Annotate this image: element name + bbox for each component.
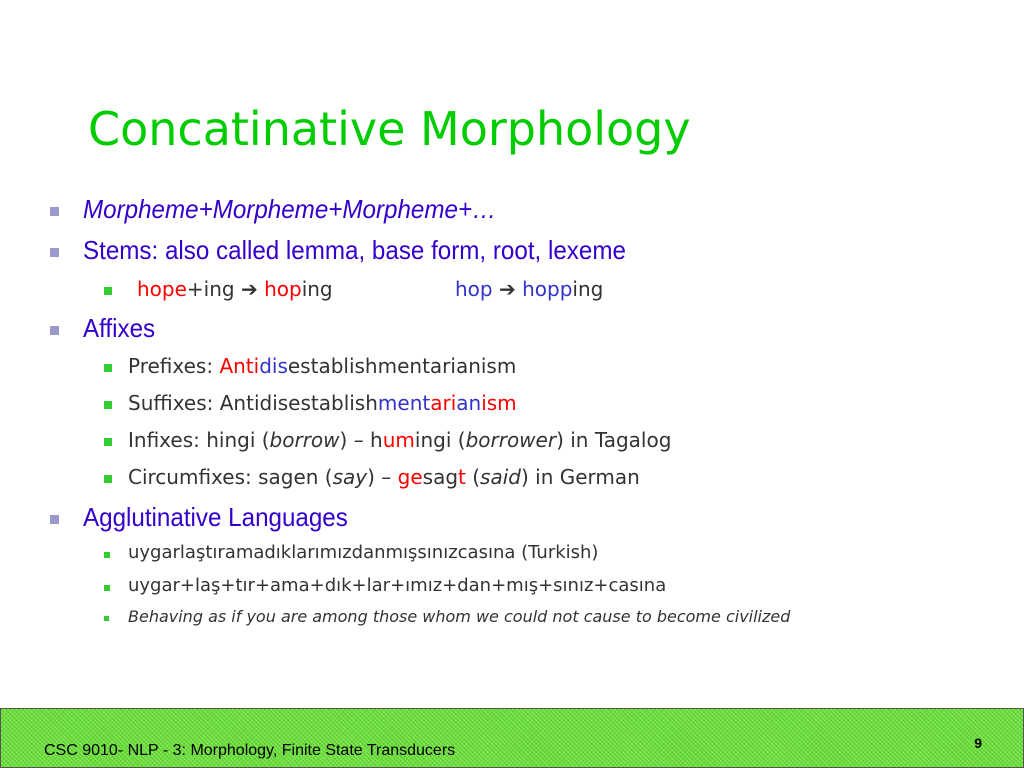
bullet-stems: Stems: also called lemma, base form, root, lexeme <box>83 235 626 265</box>
bullet-circumfixes <box>128 465 640 489</box>
stem-hopp: hopp <box>522 277 573 301</box>
infix-gloss-borrower: borrower <box>465 428 557 452</box>
bullet-square-icon <box>104 438 112 446</box>
bullet-square-icon <box>104 287 112 295</box>
turkish-split: uygar+laş+tır+ama+dık+lar+ımız+dan+mış+sınız+casına <box>128 575 667 596</box>
circumfixes-label: Circumfixes: sagen ( <box>128 465 333 489</box>
stem-example <box>137 277 333 301</box>
suffixes-label: Suffixes: Antidisestablish <box>128 391 378 415</box>
prefix-dis: dis <box>259 354 288 378</box>
stem-example-2 <box>455 277 603 301</box>
infixes-end: ) in Tagalog <box>556 428 672 452</box>
slide-footer <box>0 708 1024 768</box>
circumfix-ge: ge <box>397 465 423 489</box>
arrow-right-icon: ➔ <box>498 277 516 301</box>
suffix-an: an <box>456 391 482 415</box>
suffix-ari: ari <box>430 391 457 415</box>
footer-course-title: CSC 9010- NLP - 3: Morphology, Finite State Transducers <box>44 742 456 759</box>
bullet-square-icon <box>50 248 59 257</box>
turkish-gloss: Behaving as if you are among those whom we could not cause to become civilized <box>128 607 791 626</box>
bullet-square-icon <box>50 207 59 216</box>
bullet-agglutinative: Agglutinative Languages <box>83 502 348 532</box>
bullet-square-icon <box>50 515 59 524</box>
bullet-prefixes <box>128 354 516 378</box>
bullet-square-icon <box>104 364 112 372</box>
word-hop: hop <box>455 277 493 301</box>
infix-gloss-borrow: borrow <box>269 428 340 452</box>
infixes-label: Infixes: hingi ( <box>128 428 270 452</box>
circumfix-stem: sag <box>422 465 459 489</box>
circumfixes-mid: ) – <box>367 465 398 489</box>
circumfix-t: t <box>458 465 466 489</box>
bullet-morpheme: Morpheme+Morpheme+Morpheme+… <box>83 194 497 224</box>
slide-title: Concatinative Morphology <box>88 102 691 156</box>
infixes-mid: ) – h <box>339 428 383 452</box>
stem-hope: hope <box>137 277 187 301</box>
circumfix-gloss-said: said <box>480 465 521 489</box>
suffix-ism: ism <box>481 391 517 415</box>
bullet-square-icon <box>104 401 112 409</box>
prefix-anti: Anti <box>219 354 260 378</box>
infixes-rest: ingi ( <box>414 428 466 452</box>
suffix-ment: ment <box>377 391 431 415</box>
circumfixes-open: ( <box>465 465 481 489</box>
suffix-ing: +ing <box>186 277 235 301</box>
prefixes-rest: establishmentarianism <box>287 354 517 378</box>
page-number: 9 <box>974 735 982 751</box>
bullet-square-icon <box>104 475 112 483</box>
arrow-right-icon: ➔ <box>240 277 258 301</box>
suffix-ing-3: ing <box>572 277 604 301</box>
turkish-word: uygarlaştıramadıklarımızdanmışsınızcasına (Turkish) <box>128 542 599 563</box>
bullet-infixes <box>128 428 671 452</box>
bullet-square-icon <box>50 326 59 335</box>
stem-hop: hop <box>264 277 302 301</box>
infix-um: um <box>382 428 415 452</box>
bullet-affixes: Affixes <box>83 313 156 343</box>
circumfix-gloss-say: say <box>332 465 368 489</box>
circumfixes-end: ) in German <box>520 465 640 489</box>
bullet-square-icon <box>104 616 109 621</box>
suffix-ing-2: ing <box>301 277 333 301</box>
bullet-suffixes <box>128 391 517 415</box>
bullet-square-icon <box>104 552 110 558</box>
prefixes-label: Prefixes: <box>128 354 220 378</box>
bullet-square-icon <box>104 585 110 591</box>
